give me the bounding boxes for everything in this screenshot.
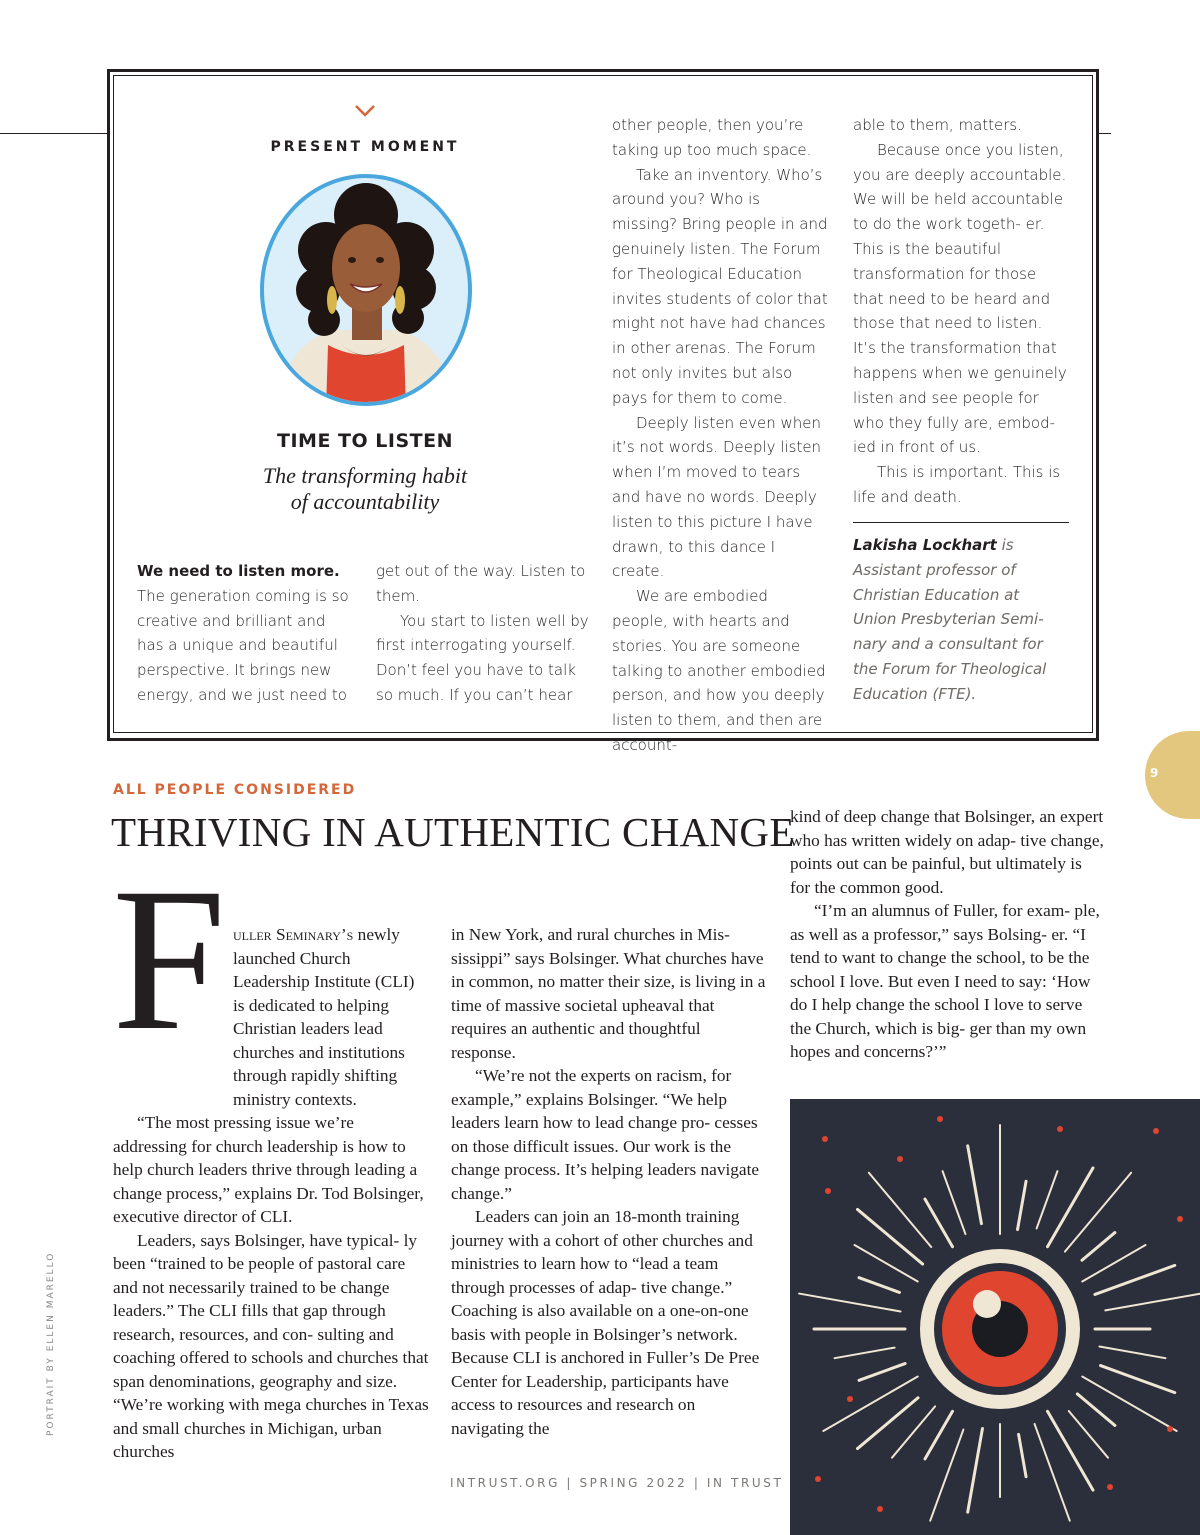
sidebar-column-2 bbox=[376, 559, 590, 708]
paragraph: Take an inventory. Who’s around you? Who is missing? Bring people in and genuinely listen. The Forum for Theological Education invites students of color that might not have had chances in other arenas. The Forum not only invites but also pays for them to come. bbox=[612, 165, 828, 407]
article-column-2 bbox=[451, 923, 767, 1440]
paragraph: Leaders can join an 18-month training journey with a cohort of other churches and ministries to learn how to “lead a team through processes of adap- tive change.” Coaching is also available on a one-on-one basis with people in Bolsinger’s network. Because CLI is anchored in Fuller’s De Pree Center for Leadership, participants have access to resources and research on navigating the bbox=[451, 1207, 760, 1438]
sidebar-col1-text: The generation coming is so creative and brilliant and has a unique and beautiful perspective. It brings new energy, and we just need to bbox=[137, 586, 349, 704]
header-rule-right bbox=[1097, 133, 1111, 134]
paragraph: This is important. This is life and death. bbox=[853, 463, 1061, 506]
portrait-illustration bbox=[256, 170, 476, 410]
lead-smallcaps: uller Seminary’s bbox=[233, 925, 354, 944]
paragraph bbox=[113, 923, 429, 1111]
page-number: 9 bbox=[1150, 766, 1159, 780]
paragraph: “I’m an alumnus of Fuller, for exam- ple, as well as a professor,” says Bolsing- er. “I tend to want to change the school, to be the school I love. But even I need to say: ‘How do I help change the school I love to serve the Church, which is big- ger than my own hopes and concerns?’” bbox=[790, 901, 1100, 1061]
author-name: Lakisha Lockhart bbox=[853, 536, 997, 554]
photo-credit: PORTRAIT BY ELLEN MARELLO bbox=[46, 1251, 56, 1436]
drop-cap: F bbox=[112, 846, 227, 1073]
paragraph: other people, then you’re taking up too much space. bbox=[612, 116, 812, 159]
paragraph: kind of deep change that Bolsinger, an expert who has written widely on adap- tive change, points out can be painful, but ultimately is for the common good. bbox=[790, 807, 1104, 897]
paragraph: Deeply listen even when it’s not words. Deeply listen when I’m moved to tears and have no words. Deeply listen to this picture I have drawn, to this dance I create. bbox=[612, 413, 822, 581]
article-headline: THRIVING IN AUTHENTIC CHANGE bbox=[111, 809, 795, 855]
article-column-3 bbox=[790, 805, 1106, 1064]
sidebar-lead: We need to listen more. bbox=[137, 562, 340, 580]
author-bio-text: is Assistant professor of Christian Education at Union Presbyterian Semi- nary and a consultant for the Forum for Theological Education (FTE). bbox=[853, 536, 1047, 703]
paragraph: Leaders, says Bolsinger, have typical- ly been “trained to be people of pastoral care and not necessarily trained to be change leaders.” The CLI fills that gap through research, resources, and con- sulting and coaching offered to schools and churches that span denominations, geography and size. “We’re working with mega churches in Texas and small churches in Michigan, urban churches bbox=[113, 1230, 429, 1461]
subtitle-line-1: The transforming habit bbox=[262, 463, 468, 488]
sidebar-title: TIME TO LISTEN bbox=[277, 430, 453, 452]
author-bio bbox=[853, 533, 1065, 707]
page-footer: INTRUST.ORG | SPRING 2022 | IN TRUST bbox=[450, 1476, 784, 1490]
paragraph: able to them, matters. bbox=[853, 116, 1023, 134]
subtitle-line-2: of accountability bbox=[290, 489, 440, 514]
chevron-down-icon bbox=[354, 104, 376, 118]
paragraph: in New York, and rural churches in Mis- sissippi” says Bolsinger. What churches have in common, no matter their size, is living in a time of massive societal upheaval that requires an authentic and thoughtful response. bbox=[451, 925, 766, 1062]
bio-divider bbox=[853, 522, 1069, 523]
article-column-1 bbox=[113, 923, 429, 1464]
sidebar-subtitle bbox=[230, 463, 500, 515]
paragraph: “The most pressing issue we’re addressing for church leadership is how to help church leaders thrive through leading a change process,” explains Dr. Tod Bolsinger, executive director of CLI. bbox=[113, 1113, 424, 1226]
sidebar-column-3 bbox=[612, 113, 828, 758]
paragraph: “We’re not the experts on racism, for example,” explains Bolsinger. “We help leaders learn how to lead change pro- cesses on those difficult issues. Our work is the change process. It’s helping leaders navigate change.” bbox=[451, 1066, 760, 1203]
lead-text: newly launched Church Leadership Institute (CLI) is dedicated to helping Christian leaders lead churches and institutions through rapidly shifting ministry contexts. bbox=[233, 925, 415, 1109]
sidebar-column-4 bbox=[853, 113, 1069, 510]
paragraph: get out of the way. Listen to them. bbox=[376, 562, 586, 605]
sidebar-column-1 bbox=[137, 559, 349, 708]
paragraph: Because once you listen, you are deeply accountable. We will be held accountable to do the work togeth- er. This is the beautiful transformation for those that need to be heard and those that need to listen. It’s the transformation that happens when we genuinely listen and see people for who they fully are, embod- ied in front of us. bbox=[853, 140, 1067, 457]
eye-illustration bbox=[790, 1099, 1200, 1535]
paragraph: You start to listen well by first interrogating yourself. Don’t feel you have to talk so much. If you can’t hear bbox=[376, 611, 589, 704]
section-label: ALL PEOPLE CONSIDERED bbox=[113, 782, 357, 798]
header-rule-left bbox=[0, 133, 107, 134]
paragraph: We are embodied people, with hearts and stories. You are someone talking to another embodied person, and how you deeply listen to them, and then are account- bbox=[612, 587, 826, 754]
sidebar-kicker: PRESENT MOMENT bbox=[270, 139, 460, 155]
